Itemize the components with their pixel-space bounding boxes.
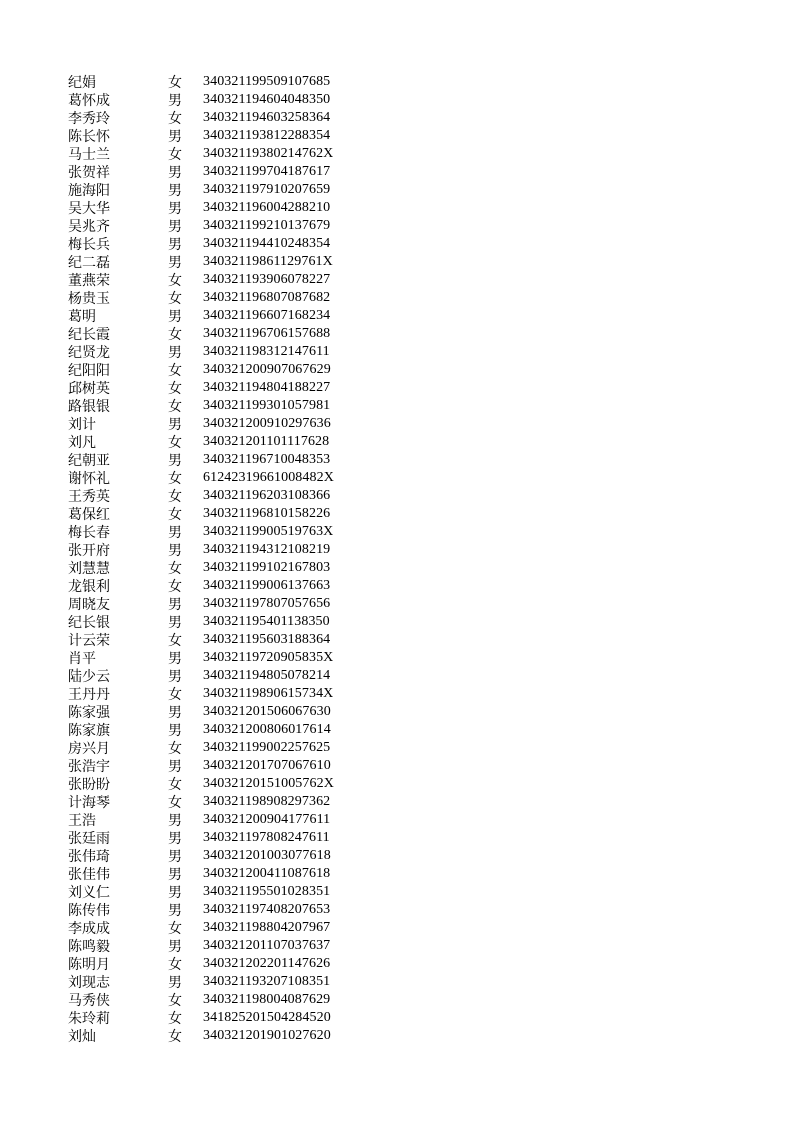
person-name: 陈长怀	[68, 129, 110, 145]
person-id-number: 340321194805078214	[203, 668, 331, 683]
person-gender: 男	[168, 651, 182, 667]
person-gender: 男	[168, 813, 182, 829]
person-name: 杨贵玉	[68, 291, 110, 307]
person-table	[68, 73, 334, 1045]
table-row	[68, 91, 334, 109]
table-row	[68, 721, 334, 739]
person-gender: 男	[168, 543, 182, 559]
person-id-number: 340321194604048350	[203, 92, 331, 107]
person-name: 纪贤龙	[68, 345, 110, 361]
person-gender: 男	[168, 867, 182, 883]
person-name: 周晓友	[68, 597, 110, 613]
person-id-number: 340321202201147626	[203, 956, 331, 971]
table-row	[68, 991, 334, 1009]
person-name: 刘义仁	[68, 885, 110, 901]
person-id-number: 340321201101117628	[203, 434, 330, 449]
person-gender: 男	[168, 615, 182, 631]
person-id-number: 341825201504284520	[203, 1010, 331, 1025]
person-name: 刘现志	[68, 975, 110, 991]
person-gender: 男	[168, 849, 182, 865]
person-id-number: 340321198004087629	[203, 992, 331, 1007]
person-gender: 女	[168, 795, 182, 811]
person-id-number: 340321197807057656	[203, 596, 331, 611]
table-row	[68, 1009, 334, 1027]
person-name: 纪长银	[68, 615, 110, 631]
person-id-number: 340321196004288210	[203, 200, 331, 215]
person-name: 朱玲莉	[68, 1011, 110, 1027]
person-id-number: 340321200411087618	[203, 866, 331, 881]
person-id-number: 34032119861129761X	[203, 254, 333, 269]
person-id-number: 340321200907067629	[203, 362, 331, 377]
person-name: 邱树英	[68, 381, 110, 397]
person-name: 龙银利	[68, 579, 110, 595]
person-name: 梅长春	[68, 525, 110, 541]
person-gender: 男	[168, 597, 182, 613]
table-row	[68, 757, 334, 775]
table-row	[68, 559, 334, 577]
person-name: 董燕荣	[68, 273, 110, 289]
table-row	[68, 487, 334, 505]
person-name: 李秀玲	[68, 111, 110, 127]
table-row	[68, 955, 334, 973]
person-gender: 女	[168, 687, 182, 703]
table-row	[68, 451, 334, 469]
person-id-number: 340321196710048353	[203, 452, 331, 467]
person-gender: 女	[168, 471, 182, 487]
table-row	[68, 271, 334, 289]
person-gender: 男	[168, 903, 182, 919]
person-id-number: 340321196607168234	[203, 308, 331, 323]
table-row	[68, 127, 334, 145]
person-gender: 男	[168, 255, 182, 271]
person-name: 吴兆齐	[68, 219, 110, 235]
person-id-number: 340321199704187617	[203, 164, 331, 179]
person-id-number: 34032119720905835X	[203, 650, 334, 665]
table-row	[68, 379, 334, 397]
person-name: 纪阳阳	[68, 363, 110, 379]
person-name: 纪朝亚	[68, 453, 110, 469]
person-gender: 女	[168, 75, 182, 91]
table-row	[68, 433, 334, 451]
table-row	[68, 181, 334, 199]
table-row	[68, 199, 334, 217]
person-id-number: 340321194804188227	[203, 380, 331, 395]
table-row	[68, 919, 334, 937]
person-name: 陆少云	[68, 669, 110, 685]
table-row	[68, 703, 334, 721]
person-gender: 男	[168, 93, 182, 109]
person-name: 马秀侠	[68, 993, 110, 1009]
person-gender: 男	[168, 723, 182, 739]
person-name: 陈家旗	[68, 723, 110, 739]
person-name: 葛怀成	[68, 93, 110, 109]
person-id-number: 340321197408207653	[203, 902, 331, 917]
person-gender: 男	[168, 219, 182, 235]
person-gender: 女	[168, 507, 182, 523]
person-name: 房兴月	[68, 741, 110, 757]
person-name: 吴大华	[68, 201, 110, 217]
table-row	[68, 415, 334, 433]
person-gender: 女	[168, 489, 182, 505]
person-id-number: 340321195603188364	[203, 632, 331, 647]
person-id-number: 340321197808247611	[203, 830, 330, 845]
table-row	[68, 325, 334, 343]
person-gender: 男	[168, 345, 182, 361]
person-name: 谢怀礼	[68, 471, 110, 487]
person-id-number: 340321199509107685	[203, 74, 331, 89]
person-id-number: 340321200904177611	[203, 812, 331, 827]
table-row	[68, 595, 334, 613]
table-row	[68, 847, 334, 865]
person-gender: 男	[168, 165, 182, 181]
person-id-number: 340321197910207659	[203, 182, 331, 197]
person-name: 陈明月	[68, 957, 110, 973]
person-name: 王丹丹	[68, 687, 110, 703]
person-id-number: 340321194410248354	[203, 236, 331, 251]
person-gender: 男	[168, 885, 182, 901]
person-id-number: 340321199102167803	[203, 560, 331, 575]
person-name: 张贺祥	[68, 165, 110, 181]
person-gender: 女	[168, 561, 182, 577]
person-name: 陈传伟	[68, 903, 110, 919]
person-id-number: 340321199301057981	[203, 398, 331, 413]
person-name: 纪娟	[68, 75, 96, 91]
person-id-number: 340321193812288354	[203, 128, 331, 143]
person-name: 纪二磊	[68, 255, 110, 271]
person-name: 纪长霞	[68, 327, 110, 343]
person-id-number: 340321194312108219	[203, 542, 331, 557]
person-gender: 男	[168, 201, 182, 217]
table-row	[68, 505, 334, 523]
table-row	[68, 685, 334, 703]
table-row	[68, 829, 334, 847]
table-row	[68, 253, 334, 271]
table-row	[68, 883, 334, 901]
person-gender: 女	[168, 1011, 182, 1027]
person-gender: 女	[168, 741, 182, 757]
table-row	[68, 541, 334, 559]
table-row	[68, 217, 334, 235]
person-name: 刘计	[68, 417, 96, 433]
person-id-number: 340321196810158226	[203, 506, 331, 521]
person-id-number: 340321200806017614	[203, 722, 331, 737]
table-row	[68, 973, 334, 991]
person-gender: 女	[168, 327, 182, 343]
table-row	[68, 145, 334, 163]
person-id-number: 340321201107037637	[203, 938, 331, 953]
table-row	[68, 775, 334, 793]
person-name: 梅长兵	[68, 237, 110, 253]
person-gender: 女	[168, 633, 182, 649]
table-row	[68, 307, 334, 325]
person-id-number: 34032119900519763X	[203, 524, 334, 539]
person-id-number: 340321195401138350	[203, 614, 330, 629]
person-gender: 女	[168, 291, 182, 307]
person-id-number: 340321193906078227	[203, 272, 331, 287]
person-id-number: 340321193207108351	[203, 974, 331, 989]
person-id-number: 340321201506067630	[203, 704, 331, 719]
table-row	[68, 631, 334, 649]
person-id-number: 340321201901027620	[203, 1028, 331, 1043]
person-id-number: 340321199002257625	[203, 740, 331, 755]
person-gender: 男	[168, 759, 182, 775]
person-id-number: 340321201707067610	[203, 758, 331, 773]
table-row	[68, 739, 334, 757]
person-gender: 男	[168, 309, 182, 325]
person-id-number: 340321200910297636	[203, 416, 331, 431]
person-gender: 男	[168, 237, 182, 253]
person-name: 刘灿	[68, 1029, 96, 1045]
person-id-number: 340321194603258364	[203, 110, 331, 125]
person-gender: 男	[168, 705, 182, 721]
person-id-number: 34032119890615734X	[203, 686, 334, 701]
table-row	[68, 73, 334, 91]
person-gender: 男	[168, 453, 182, 469]
person-gender: 男	[168, 183, 182, 199]
person-gender: 女	[168, 111, 182, 127]
person-gender: 男	[168, 129, 182, 145]
person-id-number: 340321196807087682	[203, 290, 331, 305]
table-row	[68, 667, 334, 685]
person-id-number: 340321195501028351	[203, 884, 331, 899]
person-id-number: 61242319661008482X	[203, 470, 334, 485]
table-row	[68, 397, 334, 415]
person-name: 张浩宇	[68, 759, 110, 775]
person-name: 王浩	[68, 813, 96, 829]
table-row	[68, 793, 334, 811]
person-gender: 女	[168, 921, 182, 937]
person-gender: 女	[168, 579, 182, 595]
person-id-number: 34032119380214762X	[203, 146, 334, 161]
table-row	[68, 469, 334, 487]
table-row	[68, 577, 334, 595]
table-row	[68, 235, 334, 253]
person-id-number: 340321198312147611	[203, 344, 330, 359]
person-name: 张开府	[68, 543, 110, 559]
person-gender: 男	[168, 669, 182, 685]
table-row	[68, 865, 334, 883]
person-gender: 男	[168, 525, 182, 541]
person-id-number: 340321201003077618	[203, 848, 331, 863]
person-name: 刘凡	[68, 435, 96, 451]
person-id-number: 340321198908297362	[203, 794, 331, 809]
table-row	[68, 613, 334, 631]
person-gender: 女	[168, 957, 182, 973]
person-name: 计海琴	[68, 795, 110, 811]
person-name: 路银银	[68, 399, 110, 415]
person-id-number: 340321199210137679	[203, 218, 331, 233]
person-id-number: 340321196203108366	[203, 488, 331, 503]
person-id-number: 340321199006137663	[203, 578, 331, 593]
person-gender: 女	[168, 1029, 182, 1045]
person-gender: 女	[168, 399, 182, 415]
person-name: 马士兰	[68, 147, 110, 163]
person-name: 施海阳	[68, 183, 110, 199]
person-name: 葛保红	[68, 507, 110, 523]
person-gender: 女	[168, 993, 182, 1009]
person-name: 张佳伟	[68, 867, 110, 883]
table-row	[68, 523, 334, 541]
table-row	[68, 811, 334, 829]
table-row	[68, 163, 334, 181]
person-gender: 男	[168, 939, 182, 955]
person-gender: 女	[168, 273, 182, 289]
table-row	[68, 901, 334, 919]
person-id-number: 34032120151005762X	[203, 776, 334, 791]
person-gender: 女	[168, 147, 182, 163]
person-name: 张盼盼	[68, 777, 110, 793]
person-name: 肖平	[68, 651, 96, 667]
person-gender: 男	[168, 831, 182, 847]
person-name: 陈家强	[68, 705, 110, 721]
person-gender: 女	[168, 435, 182, 451]
table-row	[68, 361, 334, 379]
person-name: 张伟琦	[68, 849, 110, 865]
table-row	[68, 937, 334, 955]
table-row	[68, 289, 334, 307]
table-row	[68, 343, 334, 361]
table-row	[68, 649, 334, 667]
person-name: 王秀英	[68, 489, 110, 505]
person-name: 葛明	[68, 309, 96, 325]
person-gender: 男	[168, 417, 182, 433]
person-name: 陈鸣毅	[68, 939, 110, 955]
table-row	[68, 109, 334, 127]
table-row	[68, 1027, 334, 1045]
person-name: 刘慧慧	[68, 561, 110, 577]
person-gender: 女	[168, 777, 182, 793]
person-name: 计云荣	[68, 633, 110, 649]
person-name: 李成成	[68, 921, 110, 937]
person-name: 张廷雨	[68, 831, 110, 847]
person-gender: 男	[168, 975, 182, 991]
person-gender: 女	[168, 363, 182, 379]
person-id-number: 340321198804207967	[203, 920, 331, 935]
person-gender: 女	[168, 381, 182, 397]
person-id-number: 340321196706157688	[203, 326, 331, 341]
